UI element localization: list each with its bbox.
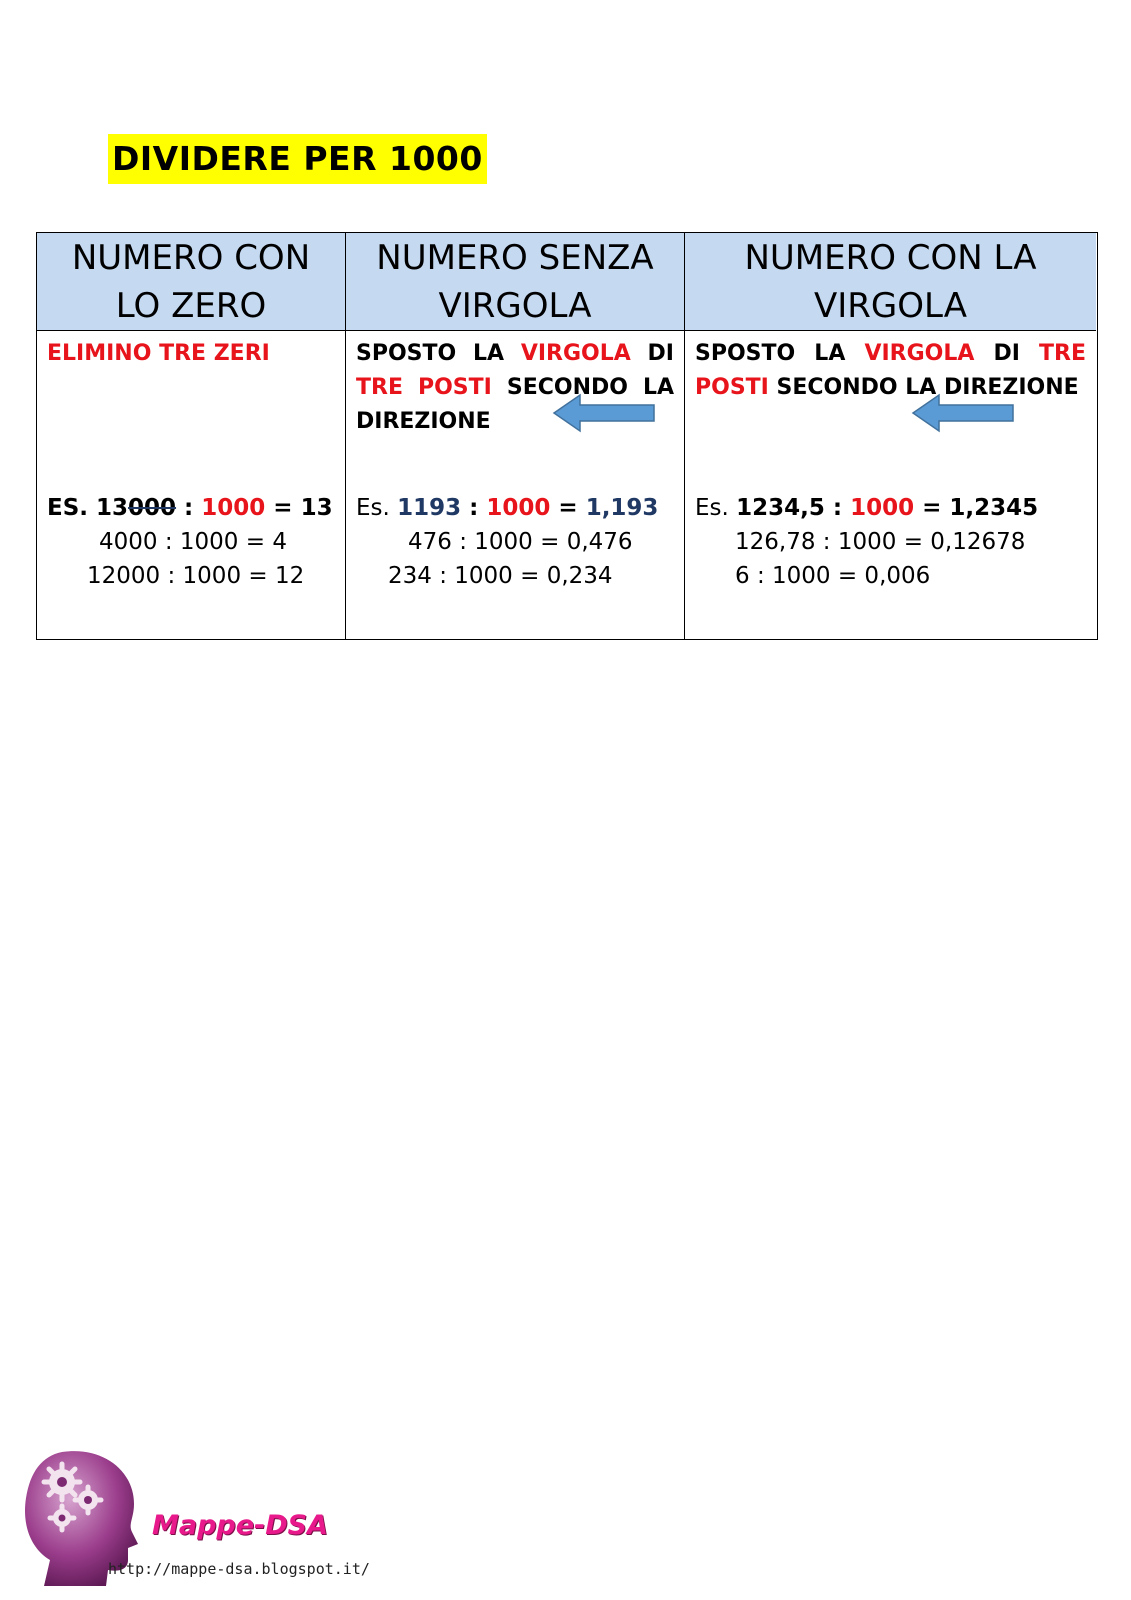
left-arrow-icon xyxy=(911,393,1015,433)
examples xyxy=(695,491,1038,593)
column-zero xyxy=(37,233,346,639)
main-example xyxy=(695,491,1038,525)
division-table xyxy=(36,232,1098,640)
rule-part: DI xyxy=(630,341,674,366)
example-result: 1,193 xyxy=(585,495,659,521)
example-divisor: 1000 xyxy=(850,495,915,521)
example-prefix: Es. xyxy=(356,495,398,521)
page-title: DIVIDERE PER 1000 xyxy=(108,134,487,184)
left-arrow-icon xyxy=(552,393,656,433)
rule-part: SPOSTO LA xyxy=(356,341,521,366)
column-body xyxy=(685,331,1096,411)
examples xyxy=(47,491,333,593)
example-prefix: Es. xyxy=(695,495,737,521)
example-line: 12000 : 1000 = 12 xyxy=(87,563,305,589)
example-sep: : xyxy=(461,495,487,521)
column-no-comma xyxy=(346,233,685,639)
example-result: = 1,2345 xyxy=(914,495,1039,521)
rule-highlight: TRE POSTI xyxy=(356,375,492,400)
struck-zeros: 000 xyxy=(128,495,177,521)
rule-text: ELIMINO TRE ZERI xyxy=(47,341,270,366)
column-header: NUMERO CON LA VIRGOLA xyxy=(685,233,1096,331)
example-line: 4000 : 1000 = 4 xyxy=(99,529,287,555)
column-header: NUMERO CON LO ZERO xyxy=(37,233,345,331)
example-number: 1234,5 xyxy=(736,495,825,521)
example-sep: : xyxy=(824,495,851,521)
rule-part: SECONDO LA DIREZIONE xyxy=(768,375,1079,400)
example-prefix: ES. 13 xyxy=(47,495,129,521)
example-result: = 13 xyxy=(265,495,333,521)
example-eq: = xyxy=(550,495,586,521)
rule-part: SPOSTO LA xyxy=(695,341,865,366)
example-line: 6 : 1000 = 0,006 xyxy=(735,563,931,589)
rule-part: SECONDO LA DIREZIONE xyxy=(356,375,674,434)
column-header: NUMERO SENZA VIRGOLA xyxy=(346,233,684,331)
example-line: 234 : 1000 = 0,234 xyxy=(388,563,613,589)
example-number: 1193 xyxy=(397,495,462,521)
column-body xyxy=(37,331,345,377)
example-line: 126,78 : 1000 = 0,12678 xyxy=(735,529,1026,555)
rule-highlight: VIRGOLA xyxy=(864,341,975,366)
example-divisor: 1000 xyxy=(201,495,266,521)
example-divisor: 1000 xyxy=(486,495,551,521)
rule-highlight: TRE POSTI xyxy=(695,341,1086,400)
logo-url[interactable]: http://mappe-dsa.blogspot.it/ xyxy=(108,1560,370,1578)
main-example xyxy=(356,491,658,525)
example-sep: : xyxy=(176,495,202,521)
column-with-comma xyxy=(685,233,1096,639)
example-line: 476 : 1000 = 0,476 xyxy=(408,529,633,555)
logo-name: Mappe-DSA xyxy=(152,1510,329,1541)
main-example xyxy=(47,491,333,525)
examples xyxy=(356,491,658,593)
rule-part: DI xyxy=(974,341,1040,366)
rule-highlight: VIRGOLA xyxy=(520,341,631,366)
